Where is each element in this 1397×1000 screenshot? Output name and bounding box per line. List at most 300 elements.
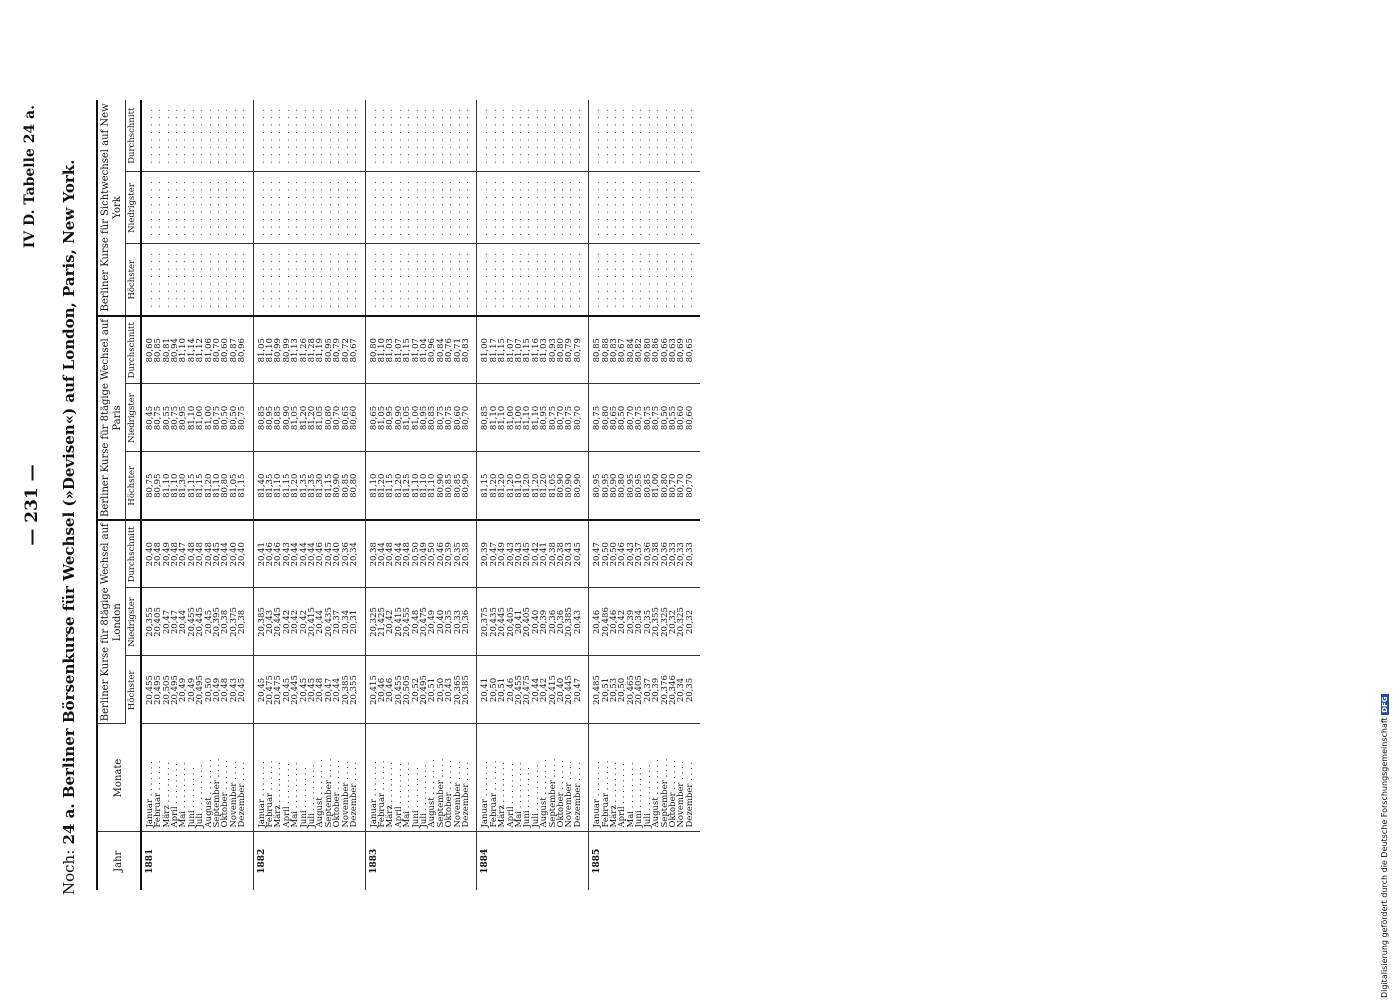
value-cell: 80,71 <box>454 316 462 384</box>
value-cell: 20,42 <box>532 520 540 588</box>
value-cell: 20,41 <box>515 588 523 656</box>
value-cell: 20,43 <box>507 520 515 588</box>
empty-value-cell: . . . . . . . . <box>154 244 162 316</box>
value-cell: 81,00 <box>412 384 420 452</box>
value-cell: 20,36 <box>644 520 652 588</box>
header-london-hoechster: Höchster <box>126 656 141 724</box>
month-cell: Dezember . . . . <box>574 724 589 832</box>
empty-value-cell: . . . . . . . . <box>163 244 171 316</box>
header-london-durchschnitt: Durchschnitt <box>126 520 141 588</box>
value-cell: 20,48 <box>386 520 394 588</box>
value-cell: 80,95 <box>602 452 610 520</box>
empty-value-cell: . . . . . . . . <box>171 172 179 244</box>
value-cell: 20,46 <box>386 656 394 724</box>
value-cell: 20,445 <box>291 656 299 724</box>
value-cell: 81,15 <box>238 452 253 520</box>
year-cell: 1884 <box>477 832 589 890</box>
value-cell: 20,44 <box>532 656 540 724</box>
empty-value-cell: . . . . . . . . <box>238 100 253 172</box>
value-cell: 80,90 <box>283 384 291 452</box>
value-cell: 20,47 <box>171 588 179 656</box>
value-cell: 80,95 <box>627 452 635 520</box>
value-cell: 81,10 <box>490 384 498 452</box>
value-cell: 20,42 <box>540 656 548 724</box>
empty-value-cell: . . . . . . . . <box>179 172 187 244</box>
value-cell: 81,06 <box>205 316 213 384</box>
value-cell: 81,03 <box>540 316 548 384</box>
value-cell: 20,415 <box>395 588 403 656</box>
empty-value-cell: . . . . . . . . <box>532 172 540 244</box>
value-cell: 80,70 <box>677 452 685 520</box>
value-cell: 20,51 <box>428 656 436 724</box>
value-cell: 20,51 <box>498 656 506 724</box>
empty-value-cell: . . . . . . . . <box>565 244 573 316</box>
empty-value-cell: . . . . . . . . <box>532 100 540 172</box>
value-cell: 20,45 <box>300 656 308 724</box>
value-cell: 80,80 <box>365 316 378 384</box>
value-cell: 20,44 <box>179 588 187 656</box>
empty-value-cell: . . . . . . . . <box>378 172 386 244</box>
value-cell: 20,46 <box>378 656 386 724</box>
value-cell: 80,95 <box>179 384 187 452</box>
value-cell: 80,75 <box>437 384 445 452</box>
value-cell: 20,355 <box>350 656 365 724</box>
empty-value-cell: . . . . . . . . <box>333 100 341 172</box>
value-cell: 20,405 <box>523 588 531 656</box>
value-cell: 20,33 <box>454 588 462 656</box>
value-cell: 80,55 <box>163 384 171 452</box>
value-cell: 20,405 <box>507 588 515 656</box>
empty-value-cell: . . . . . . . . <box>445 100 453 172</box>
empty-value-cell: . . . . . . . . <box>325 172 333 244</box>
empty-value-cell: . . . . . . . . <box>333 244 341 316</box>
value-cell: 81,05 <box>230 452 238 520</box>
empty-value-cell: . . . . . . . . <box>283 100 291 172</box>
value-cell: 20,46 <box>316 520 324 588</box>
empty-value-cell: . . . . . . . . <box>342 100 350 172</box>
title-prefix: Noch: <box>60 849 78 895</box>
value-cell: 20,405 <box>154 588 162 656</box>
empty-value-cell: . . . . . . . . <box>412 100 420 172</box>
value-cell: 20,36 <box>557 588 565 656</box>
empty-value-cell: . . . . . . . . <box>238 172 253 244</box>
value-cell: 80,90 <box>333 452 341 520</box>
value-cell: 20,346 <box>669 656 677 724</box>
month-cell: April . . . . . . . . <box>283 724 291 832</box>
empty-value-cell: . . . . . . . . <box>253 100 266 172</box>
value-cell: 80,75 <box>565 384 573 452</box>
month-cell: Dezember . . . . <box>350 724 365 832</box>
value-cell: 20,39 <box>445 520 453 588</box>
value-cell: 20,48 <box>196 520 204 588</box>
value-cell: 20,325 <box>661 588 669 656</box>
empty-value-cell: . . . . . . . . <box>454 244 462 316</box>
value-cell: 80,80 <box>602 384 610 452</box>
empty-value-cell: . . . . . . . . <box>462 172 477 244</box>
value-cell: 20,43 <box>565 520 573 588</box>
empty-value-cell: . . . . . . . . <box>253 172 266 244</box>
value-cell: 20,45 <box>213 520 221 588</box>
value-cell: 20,33 <box>686 520 700 588</box>
month-cell: Februar . . . . . . <box>378 724 386 832</box>
value-cell: 20,495 <box>420 656 428 724</box>
value-cell: 80,60 <box>221 316 229 384</box>
value-cell: 80,90 <box>437 452 445 520</box>
month-cell: November . . . . <box>677 724 685 832</box>
table-row <box>238 100 253 890</box>
empty-value-cell: . . . . . . . . <box>437 172 445 244</box>
empty-value-cell: . . . . . . . . <box>669 244 677 316</box>
year-block <box>589 100 700 890</box>
value-cell: 80,95 <box>540 384 548 452</box>
value-cell: 81,30 <box>316 452 324 520</box>
empty-value-cell: . . . . . . . . <box>644 100 652 172</box>
value-cell: 81,00 <box>507 384 515 452</box>
value-cell: 80,65 <box>365 384 378 452</box>
value-cell: 20,53 <box>610 656 618 724</box>
value-cell: 81,26 <box>300 316 308 384</box>
value-cell: 81,10 <box>412 452 420 520</box>
month-cell: Juni . . . . . . . . <box>412 724 420 832</box>
value-cell: 20,45 <box>574 520 589 588</box>
value-cell: 80,80 <box>221 452 229 520</box>
empty-value-cell: . . . . . . . . <box>196 100 204 172</box>
empty-value-cell: . . . . . . . . <box>308 244 316 316</box>
value-cell: 20,47 <box>325 656 333 724</box>
value-cell: 20,39 <box>540 588 548 656</box>
value-cell: 81,20 <box>291 452 299 520</box>
empty-value-cell: . . . . . . . . <box>549 100 557 172</box>
dfg-logo: DFG <box>1381 696 1389 713</box>
value-cell: 20,41 <box>540 520 548 588</box>
value-cell: 20,46 <box>437 520 445 588</box>
value-cell: 20,39 <box>627 588 635 656</box>
empty-value-cell: . . . . . . . . <box>589 172 602 244</box>
value-cell: 20,48 <box>188 520 196 588</box>
month-cell: Februar . . . . . . <box>266 724 274 832</box>
value-cell: 20,445 <box>274 588 282 656</box>
value-cell: 81,15 <box>196 452 204 520</box>
value-cell: 20,32 <box>686 588 700 656</box>
value-cell: 20,455 <box>141 656 154 724</box>
value-cell: 20,49 <box>179 656 187 724</box>
value-cell: 20,48 <box>154 520 162 588</box>
value-cell: 80,70 <box>574 384 589 452</box>
value-cell: 20,475 <box>420 588 428 656</box>
value-cell: 20,49 <box>498 520 506 588</box>
value-cell: 20,50 <box>490 656 498 724</box>
value-cell: 80,75 <box>445 384 453 452</box>
empty-value-cell: . . . . . . . . <box>677 172 685 244</box>
value-cell: 81,00 <box>477 316 490 384</box>
value-cell: 80,83 <box>462 316 477 384</box>
month-cell: April . . . . . . . . <box>395 724 403 832</box>
empty-value-cell: . . . . . . . . <box>686 244 700 316</box>
value-cell: 20,38 <box>652 520 660 588</box>
value-cell: 20,48 <box>403 520 411 588</box>
empty-value-cell: . . . . . . . . <box>420 100 428 172</box>
value-cell: 20,46 <box>507 656 515 724</box>
value-cell: 20,50 <box>437 656 445 724</box>
empty-value-cell: . . . . . . . . <box>188 244 196 316</box>
value-cell: 20,48 <box>412 588 420 656</box>
year-block <box>477 100 589 890</box>
empty-value-cell: . . . . . . . . <box>686 172 700 244</box>
value-cell: 20,42 <box>618 588 626 656</box>
value-cell: 20,45 <box>205 588 213 656</box>
month-cell: Juni . . . . . . . . <box>188 724 196 832</box>
value-cell: 20,48 <box>221 656 229 724</box>
value-cell: 81,10 <box>532 384 540 452</box>
value-cell: 81,13 <box>291 316 299 384</box>
value-cell: 80,63 <box>669 316 677 384</box>
value-cell: 20,34 <box>635 588 643 656</box>
year-cell: 1885 <box>589 832 700 890</box>
value-cell: 20,45 <box>308 656 316 724</box>
empty-value-cell: . . . . . . . . <box>627 244 635 316</box>
value-cell: 20,505 <box>403 656 411 724</box>
value-cell: 80,75 <box>141 452 154 520</box>
value-cell: 81,00 <box>205 384 213 452</box>
empty-value-cell: . . . . . . . . <box>635 100 643 172</box>
value-cell: 80,60 <box>350 384 365 452</box>
empty-value-cell: . . . . . . . . <box>540 244 548 316</box>
value-cell: 81,15 <box>498 316 506 384</box>
value-cell: 20,44 <box>308 520 316 588</box>
value-cell: 20,475 <box>266 656 274 724</box>
value-cell: 20,50 <box>610 520 618 588</box>
value-cell: 20,46 <box>589 588 602 656</box>
empty-value-cell: . . . . . . . . <box>291 244 299 316</box>
value-cell: 80,79 <box>565 316 573 384</box>
empty-value-cell: . . . . . . . . <box>490 172 498 244</box>
empty-value-cell: . . . . . . . . <box>300 100 308 172</box>
empty-value-cell: . . . . . . . . <box>644 172 652 244</box>
value-cell: 20,39 <box>477 520 490 588</box>
value-cell: 80,87 <box>230 316 238 384</box>
value-cell: 80,90 <box>574 452 589 520</box>
value-cell: 20,45 <box>253 656 266 724</box>
empty-value-cell: . . . . . . . . <box>677 100 685 172</box>
month-cell: März . . . . . . . . <box>274 724 282 832</box>
month-cell: September . . . . <box>213 724 221 832</box>
empty-value-cell: . . . . . . . . <box>350 244 365 316</box>
value-cell: 81,28 <box>308 316 316 384</box>
value-cell: 20,31 <box>350 588 365 656</box>
value-cell: 80,50 <box>661 384 669 452</box>
empty-value-cell: . . . . . . . . <box>661 100 669 172</box>
empty-value-cell: . . . . . . . . <box>557 244 565 316</box>
value-cell: 81,15 <box>403 316 411 384</box>
table-row <box>462 100 477 890</box>
empty-value-cell: . . . . . . . . <box>213 100 221 172</box>
empty-value-cell: . . . . . . . . <box>274 244 282 316</box>
empty-value-cell: . . . . . . . . <box>221 244 229 316</box>
empty-value-cell: . . . . . . . . <box>602 100 610 172</box>
table-row <box>477 100 490 890</box>
value-cell: 20,40 <box>557 656 565 724</box>
value-cell: 80,95 <box>635 452 643 520</box>
value-cell: 20,43 <box>627 520 635 588</box>
value-cell: 20,47 <box>179 520 187 588</box>
value-cell: 20,49 <box>213 656 221 724</box>
empty-value-cell: . . . . . . . . <box>515 172 523 244</box>
empty-value-cell: . . . . . . . . <box>230 100 238 172</box>
value-cell: 21,425 <box>378 588 386 656</box>
empty-value-cell: . . . . . . . . <box>686 100 700 172</box>
value-cell: 20,325 <box>677 588 685 656</box>
value-cell: 20,475 <box>523 656 531 724</box>
value-cell: 81,20 <box>395 452 403 520</box>
value-cell: 81,15 <box>477 452 490 520</box>
value-cell: 80,95 <box>420 384 428 452</box>
value-cell: 81,07 <box>412 316 420 384</box>
year-cell: 1883 <box>365 832 477 890</box>
header-paris-niedrigster: Niedrigster <box>126 384 141 452</box>
month-cell: April . . . . . . . . <box>618 724 626 832</box>
value-cell: 81,10 <box>171 452 179 520</box>
value-cell: 81,19 <box>316 316 324 384</box>
value-cell: 20,44 <box>291 520 299 588</box>
value-cell: 20,40 <box>141 520 154 588</box>
value-cell: 20,34 <box>350 520 365 588</box>
value-cell: 80,90 <box>557 452 565 520</box>
value-cell: 80,65 <box>686 316 700 384</box>
empty-value-cell: . . . . . . . . <box>627 100 635 172</box>
section-label: IV D. Tabelle 24 a. <box>22 105 38 249</box>
month-cell: April . . . . . . . . <box>507 724 515 832</box>
empty-value-cell: . . . . . . . . <box>163 172 171 244</box>
value-cell: 20,415 <box>365 656 378 724</box>
empty-value-cell: . . . . . . . . <box>291 100 299 172</box>
value-cell: 20,35 <box>686 656 700 724</box>
value-cell: 81,10 <box>179 316 187 384</box>
empty-value-cell: . . . . . . . . <box>565 172 573 244</box>
month-cell: August . . . . . . . <box>205 724 213 832</box>
value-cell: 20,405 <box>635 656 643 724</box>
empty-value-cell: . . . . . . . . <box>412 244 420 316</box>
empty-value-cell: . . . . . . . . <box>661 172 669 244</box>
value-cell: 80,90 <box>462 452 477 520</box>
month-cell: September . . . . <box>325 724 333 832</box>
empty-value-cell: . . . . . . . . <box>540 100 548 172</box>
empty-value-cell: . . . . . . . . <box>669 100 677 172</box>
value-cell: 80,81 <box>163 316 171 384</box>
empty-value-cell: . . . . . . . . <box>253 244 266 316</box>
value-cell: 80,80 <box>350 452 365 520</box>
month-cell: März . . . . . . . . <box>610 724 618 832</box>
value-cell: 80,95 <box>266 384 274 452</box>
empty-value-cell: . . . . . . . . <box>589 244 602 316</box>
value-cell: 20,37 <box>644 656 652 724</box>
value-cell: 81,17 <box>490 316 498 384</box>
empty-value-cell: . . . . . . . . <box>498 172 506 244</box>
empty-value-cell: . . . . . . . . <box>221 100 229 172</box>
value-cell: 80,93 <box>549 316 557 384</box>
empty-value-cell: . . . . . . . . <box>507 172 515 244</box>
value-cell: 20,46 <box>274 520 282 588</box>
value-cell: 20,355 <box>652 588 660 656</box>
empty-value-cell: . . . . . . . . <box>205 172 213 244</box>
value-cell: 20,375 <box>477 588 490 656</box>
month-cell: Juli . . . . . . . . . <box>308 724 316 832</box>
year-cell: 1881 <box>141 832 253 890</box>
empty-value-cell: . . . . . . . . <box>669 172 677 244</box>
empty-value-cell: . . . . . . . . <box>365 244 378 316</box>
empty-value-cell: . . . . . . . . <box>316 244 324 316</box>
value-cell: 81,12 <box>196 316 204 384</box>
empty-value-cell: . . . . . . . . <box>325 244 333 316</box>
value-cell: 81,20 <box>300 384 308 452</box>
value-cell: 81,15 <box>283 452 291 520</box>
month-cell: Dezember . . . . <box>462 724 477 832</box>
value-cell: 20,46 <box>610 588 618 656</box>
value-cell: 81,40 <box>253 452 266 520</box>
table-row <box>365 100 378 890</box>
year-block <box>141 100 253 890</box>
value-cell: 20,34 <box>677 656 685 724</box>
value-cell: 20,43 <box>283 520 291 588</box>
value-cell: 80,70 <box>627 384 635 452</box>
value-cell: 80,85 <box>274 384 282 452</box>
empty-value-cell: . . . . . . . . <box>266 100 274 172</box>
empty-value-cell: . . . . . . . . <box>188 100 196 172</box>
year-block <box>253 100 365 890</box>
value-cell: 80,69 <box>677 316 685 384</box>
empty-value-cell: . . . . . . . . <box>300 244 308 316</box>
value-cell: 80,66 <box>661 316 669 384</box>
value-cell: 80,76 <box>445 316 453 384</box>
empty-value-cell: . . . . . . . . <box>565 100 573 172</box>
month-cell: September . . . . <box>661 724 669 832</box>
value-cell: 80,85 <box>454 452 462 520</box>
empty-value-cell: . . . . . . . . <box>618 172 626 244</box>
empty-value-cell: . . . . . . . . <box>230 244 238 316</box>
value-cell: 80,70 <box>557 384 565 452</box>
value-cell: 20,36 <box>462 588 477 656</box>
value-cell: 80,88 <box>602 316 610 384</box>
value-cell: 20,44 <box>378 520 386 588</box>
value-cell: 20,395 <box>213 588 221 656</box>
month-cell: Juli . . . . . . . . . <box>420 724 428 832</box>
empty-value-cell: . . . . . . . . <box>171 100 179 172</box>
empty-value-cell: . . . . . . . . <box>283 172 291 244</box>
empty-value-cell: . . . . . . . . <box>428 172 436 244</box>
value-cell: 80,90 <box>610 452 618 520</box>
value-cell: 80,86 <box>652 316 660 384</box>
empty-value-cell: . . . . . . . . <box>308 172 316 244</box>
header-paris-durchschnitt: Durchschnitt <box>126 316 141 384</box>
value-cell: 20,415 <box>308 588 316 656</box>
empty-value-cell: . . . . . . . . <box>618 100 626 172</box>
table-row <box>574 100 589 890</box>
value-cell: 80,90 <box>565 452 573 520</box>
empty-value-cell: . . . . . . . . <box>420 244 428 316</box>
value-cell: 80,60 <box>686 384 700 452</box>
value-cell: 20,40 <box>333 520 341 588</box>
value-cell: 81,05 <box>378 384 386 452</box>
empty-value-cell: . . . . . . . . <box>316 172 324 244</box>
value-cell: 20,47 <box>574 656 589 724</box>
empty-value-cell: . . . . . . . . <box>627 172 635 244</box>
empty-value-cell: . . . . . . . . <box>141 244 154 316</box>
empty-value-cell: . . . . . . . . <box>515 100 523 172</box>
value-cell: 81,07 <box>395 316 403 384</box>
empty-value-cell: . . . . . . . . <box>462 100 477 172</box>
value-cell: 20,43 <box>515 520 523 588</box>
month-cell: März . . . . . . . . <box>163 724 171 832</box>
value-cell: 81,05 <box>549 452 557 520</box>
